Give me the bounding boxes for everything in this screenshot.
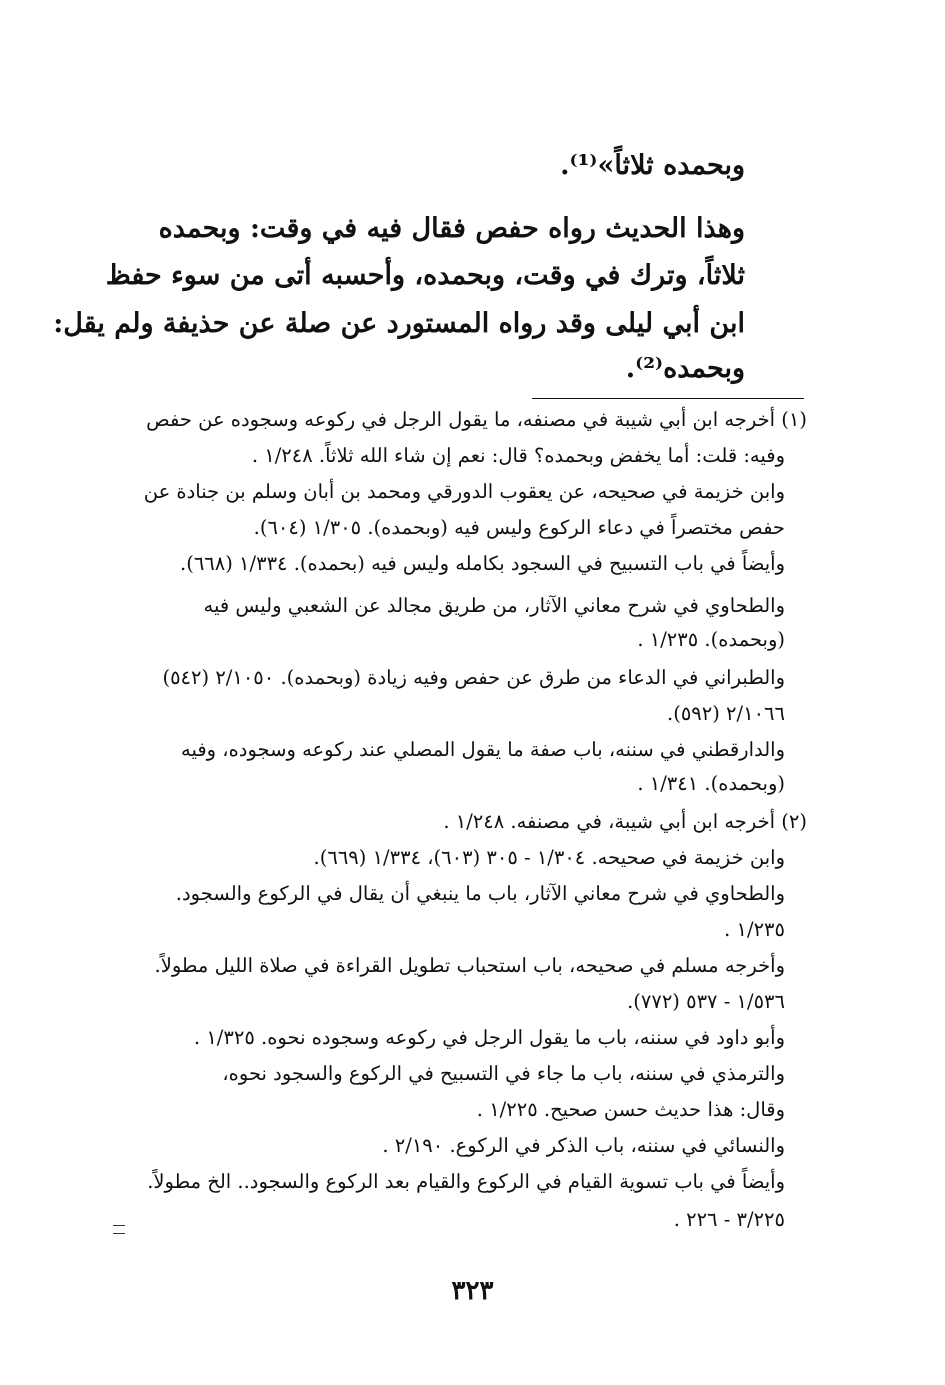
footnote-line: وقال: هذا حديث حسن صحيح. ١/٢٢٥ . (476, 1098, 785, 1121)
main-text-line: ثلاثاً، وترك في وقت، وبحمده، وأحسبه أتى من سوء حفظ (105, 260, 745, 291)
page-number: ٣٢٣ (451, 1276, 494, 1306)
footnote-line: وابن خزيمة في صحيحه. ١/٣٠٤ - ٣٠٥ (٦٠٣)، ١/٣٣٤ (٦٦٩). (313, 846, 785, 869)
footnote-line: وأيضاً في باب تسوية القيام في الركوع والقيام بعد الركوع والسجود.. الخ مطولاً. (147, 1170, 785, 1193)
footnote-line: والطبراني في الدعاء من طرق عن حفص وفيه زيادة (وبحمده). ٢/١٠٥٠ (٥٤٢) (162, 666, 785, 689)
footnote-line: والنسائي في سننه، باب الذكر في الركوع. ٢/١٩٠ . (382, 1134, 785, 1157)
footnote-line: وابن خزيمة في صحيحه، عن يعقوب الدورقي ومحمد بن أبان وسلم بن جنادة عن (143, 480, 785, 503)
footnote-line: والطحاوي في شرح معاني الآثار، من طريق مجالد عن الشعبي وليس فيه (203, 594, 785, 617)
main-text-line: وبحمده⁽²⁾. (625, 353, 745, 384)
footnote-line: (٢) أخرجه ابن أبي شيبة، في مصنفه. ١/٢٤٨ . (443, 810, 807, 833)
footnote-line: ٣/٢٢٥ - ٢٢٦ . (673, 1208, 785, 1231)
footnote-line: (وبحمده). ١/٣٤١ . (637, 772, 785, 795)
footnote-line: (١) أخرجه ابن أبي شيبة في مصنفه، ما يقول الرجل في ركوعه وسجوده عن حفص (146, 408, 807, 431)
footnote-line: (وبحمده). ١/٢٣٥ . (637, 628, 785, 651)
footnote-line: وفيه: قلت: أما يخفض وبحمده؟ قال: نعم إن شاء الله ثلاثاً. ١/٢٤٨ . (251, 444, 785, 467)
main-text-line: ابن أبي ليلى وقد رواه المستورد عن صلة عن حذيفة ولم يقل: (53, 308, 745, 339)
footnote-line: وأيضاً في باب التسبيح في السجود بكامله وليس فيه (بحمده). ١/٣٣٤ (٦٦٨). (180, 552, 785, 575)
footnote-line: وأخرجه مسلم في صحيحه، باب استحباب تطويل القراءة في صلاة الليل مطولاً. (154, 954, 785, 977)
footnote-line: حفص مختصراً في دعاء الركوع وليس فيه (وبحمده). ١/٣٠٥ (٦٠٤). (253, 516, 785, 539)
footnote-line: ٢/١٠٦٦ (٥٩٢). (667, 702, 785, 725)
main-text-line: وبحمده ثلاثاً»⁽¹⁾. (560, 150, 745, 181)
footnote-line: والطحاوي في شرح معاني الآثار، باب ما ينبغي أن يقال في الركوع والسجود. (175, 882, 785, 905)
footnote-line: والدارقطني في سننه، باب صفة ما يقول المصلي عند ركوعه وسجوده، وفيه (181, 738, 785, 761)
footnote-separator (532, 398, 804, 399)
main-text-line: وهذا الحديث رواه حفص فقال فيه في وقت: وبحمده (158, 213, 745, 244)
footnote-line: والترمذي في سننه، باب ما جاء في التسبيح في الركوع والسجود نحوه، (222, 1062, 785, 1085)
footnote-line: ١/٥٣٦ - ٥٣٧ (٧٧٢). (627, 990, 785, 1013)
footnote-line: ١/٢٣٥ . (724, 918, 785, 941)
margin-mark (113, 1225, 125, 1234)
footnote-line: وأبو داود في سننه، باب ما يقول الرجل في ركوعه وسجوده نحوه. ١/٣٢٥ . (193, 1026, 785, 1049)
